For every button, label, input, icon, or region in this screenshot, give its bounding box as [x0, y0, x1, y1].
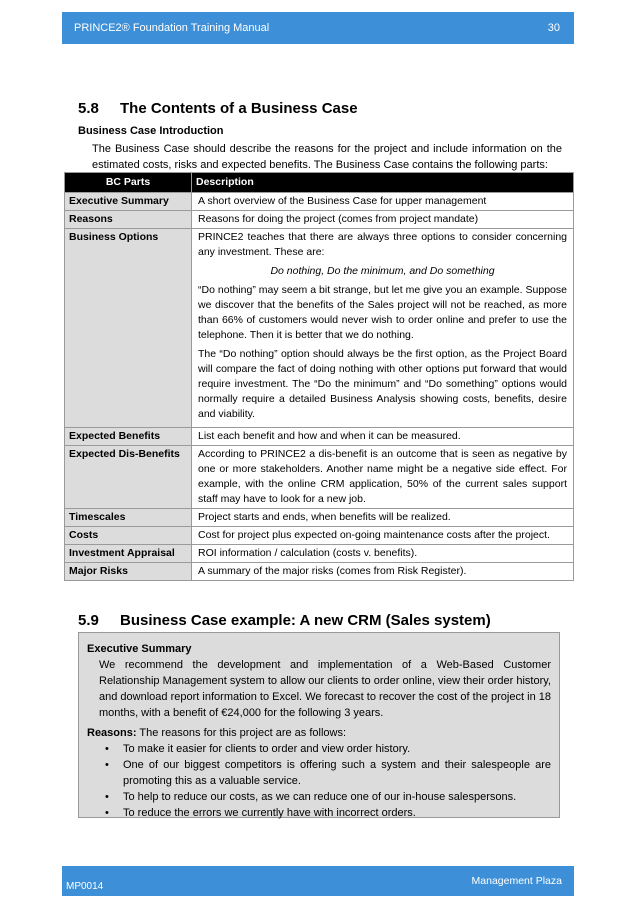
table-row — [65, 509, 574, 527]
manual-title: PRINCE2® Foundation Training Manual — [74, 22, 270, 34]
section-number: 5.8 — [78, 100, 99, 117]
reasons-line — [87, 725, 551, 741]
footer-bar — [62, 866, 574, 896]
table-row — [65, 193, 574, 211]
desc-cell — [192, 229, 574, 428]
section-5-9-heading — [78, 612, 491, 629]
example-box — [78, 632, 560, 818]
section-title: The Contents of a Business Case — [120, 100, 358, 117]
list-item — [99, 741, 551, 757]
exec-summary-title: Executive Summary — [87, 643, 192, 655]
reasons-intro: The reasons for this project are as follows: — [139, 727, 347, 739]
bullet-icon: • — [105, 807, 109, 819]
bc-parts-table — [64, 172, 574, 581]
desc-cell: Project starts and ends, when benefits will be realized. — [192, 509, 574, 527]
part-cell: Reasons — [65, 211, 192, 229]
page-number: 30 — [547, 22, 560, 34]
list-item — [99, 805, 551, 821]
desc-cell: A summary of the major risks (comes from Risk Register). — [192, 563, 574, 581]
section-5-8-heading — [78, 100, 358, 117]
reasons-label: Reasons: — [87, 727, 137, 739]
part-cell: Expected Dis-Benefits — [65, 446, 192, 509]
list-item-text: One of our biggest competitors is offering such a system and their salespeople are promoting this as a valuable service. — [123, 759, 551, 787]
options-list: Do nothing, Do the minimum, and Do something — [270, 265, 495, 277]
table-row — [65, 545, 574, 563]
bullet-icon: • — [105, 791, 109, 803]
do-nothing-first: The “Do nothing” option should always be the first option, as the Project Board will compare the fact of doing nothing with other options put forward that would require investment. The “Do the minimum” and “Do something” options would normally require a detailed Business Analysis showing costs, benefits, desire and viability. — [198, 348, 567, 420]
table-row — [65, 428, 574, 446]
part-cell: Investment Appraisal — [65, 545, 192, 563]
table-row — [65, 563, 574, 581]
table-row — [65, 229, 574, 428]
list-item — [99, 757, 551, 789]
desc-cell: Cost for project plus expected on-going maintenance costs after the project. — [192, 527, 574, 545]
col-bc-parts: BC Parts — [65, 173, 192, 193]
list-item — [99, 789, 551, 805]
part-cell: Major Risks — [65, 563, 192, 581]
table-header-row — [65, 173, 574, 193]
desc-cell: A short overview of the Business Case for upper management — [192, 193, 574, 211]
list-item-text: To make it easier for clients to order and view order history. — [123, 743, 411, 755]
desc-cell: ROI information / calculation (costs v. benefits). — [192, 545, 574, 563]
desc-cell: According to PRINCE2 a dis-benefit is an outcome that is seen as negative by one or more stakeholders. Another name might be a negative side effect. For example, with the online CRM application, 50% of the current sales support staff may have to look for a new job. — [192, 446, 574, 509]
list-item-text: To help to reduce our costs, as we can reduce one of our in-house salespersons. — [123, 791, 517, 803]
do-nothing-example: “Do nothing” may seem a bit strange, but let me give you an example. Suppose we discover that the benefits of the Sales project will not be reached, as more than 66% of customers would never wish to order online and prefer to use the telephone. Then it is better that we do nothing. — [198, 284, 567, 341]
part-cell: Executive Summary — [65, 193, 192, 211]
doc-code: MP0014 — [66, 881, 104, 892]
part-cell: Timescales — [65, 509, 192, 527]
section-number: 5.9 — [78, 612, 99, 629]
exec-summary-body: We recommend the development and implementation of a Web-Based Customer Relationship Management system to allow our clients to order online, view their order history, and download report information to Excel. We forecast to recover the cost of the project in 18 months, with a benefit of €24,000 for the following 3 years. — [99, 659, 551, 719]
header-bar — [62, 12, 574, 44]
list-item-text: To reduce the errors we currently have with incorrect orders. — [123, 807, 416, 819]
intro-body: The Business Case should describe the reasons for the project and include information on the estimated costs, risks and expected benefits. The Business Case contains the following parts: — [92, 143, 562, 171]
table-row — [65, 211, 574, 229]
bullet-icon: • — [105, 743, 109, 755]
reasons-list — [87, 741, 551, 821]
bullet-icon: • — [105, 759, 109, 771]
desc-cell: List each benefit and how and when it can be measured. — [192, 428, 574, 446]
part-cell: Expected Benefits — [65, 428, 192, 446]
desc-cell: Reasons for doing the project (comes from project mandate) — [192, 211, 574, 229]
section-title: Business Case example: A new CRM (Sales system) — [120, 612, 491, 629]
table-row — [65, 527, 574, 545]
part-cell: Business Options — [65, 229, 192, 428]
part-cell: Costs — [65, 527, 192, 545]
publisher-name: Management Plaza — [471, 875, 562, 887]
options-intro: PRINCE2 teaches that there are always three options to consider concerning any investment. These are: — [198, 231, 567, 258]
intro-title: Business Case Introduction — [78, 125, 224, 137]
col-description: Description — [192, 173, 574, 193]
table-row — [65, 446, 574, 509]
